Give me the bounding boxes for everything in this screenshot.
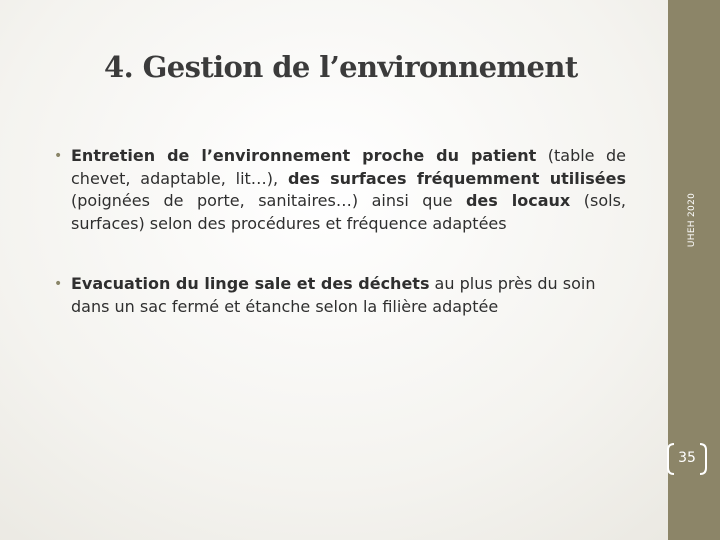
bullet-1-text: (table de chevet, adaptable, lit…), <box>71 146 626 188</box>
footer-text: UHEH 2020 <box>687 192 697 248</box>
bullet-item-1 <box>54 145 626 235</box>
slide-title: 4. Gestion de l’environnement <box>104 50 578 84</box>
bullet-icon: • <box>54 276 63 292</box>
slide-body <box>54 145 626 318</box>
page-number: 35 <box>678 450 696 466</box>
bullet-1-text: (sols, surfaces) selon des procédures et fréquence adaptées <box>71 191 626 233</box>
bullet-1-bold-text: des surfaces fréquemment utilisées <box>287 168 627 188</box>
bullet-item-2 <box>54 273 626 318</box>
bullet-2-text: au plus près du soin dans un sac fermé et étanche selon la filière adaptée <box>71 274 596 316</box>
bullet-2-bold-text: Evacuation du linge sale et des déchets <box>71 274 430 293</box>
bullet-icon: • <box>54 148 63 164</box>
bullet-1-bold-text: Entretien de l’environnement proche du patient <box>71 146 537 165</box>
bullet-1-text: (poignées de porte, sanitaires…) ainsi que <box>71 191 466 210</box>
bullet-1-bold-text: des locaux <box>465 191 571 210</box>
page-number-badge <box>664 442 710 476</box>
